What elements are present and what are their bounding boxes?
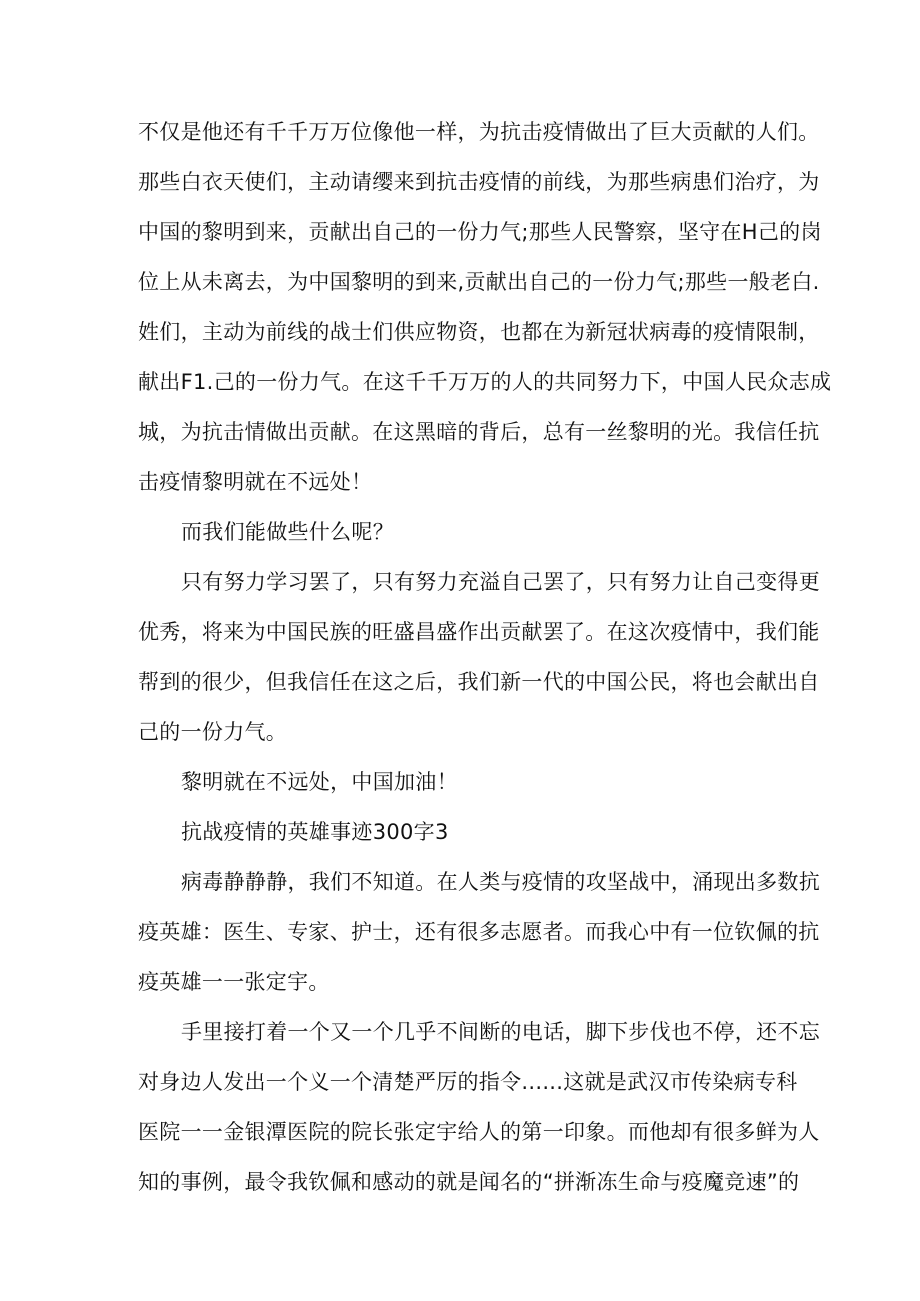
text-line: 只有努力学习罢了，只有努力充溢自己罢了，只有努力让自己变得更 xyxy=(181,570,820,594)
text-line: 击疫情黎明就在不远处！ xyxy=(138,470,373,494)
text-line: 不仅是他还有千千万万位像他一样，为抗击疫情做出了巨大贡献的人们。 xyxy=(138,120,820,144)
text-line: 优秀，将来为中国民族的旺盛昌盛作出贡献罢了。在这次疫情中，我们能 xyxy=(138,620,820,644)
section-heading: 抗战疫情的英雄事迹300字3 xyxy=(181,820,449,844)
text-line: 病毒静静静，我们不知道。在人类与疫情的攻坚战中，涌现出多数抗 xyxy=(181,870,820,894)
text-line: 疫英雄一一张定宇。 xyxy=(138,970,330,994)
text-line: 献出F1.己的一份力气。在这千千万万的人的共同努力下，中国人民众志成 xyxy=(138,370,832,394)
text-line: 手里接打着一个又一个几乎不间断的电话，脚下步伐也不停，还不忘 xyxy=(181,1020,820,1044)
text-line: 医院一一金银潭医院的院长张定宇给人的第一印象。而他却有很多鲜为人 xyxy=(138,1120,820,1144)
text-line: 姓们，主动为前线的战士们供应物资，也都在为新冠状病毒的疫情限制， xyxy=(138,320,820,344)
text-line: 帮到的很少，但我信任在这之后，我们新一代的中国公民，将也会献出自 xyxy=(138,670,820,694)
text-line: 对身边人发出一个义一个清楚严厉的指令......这就是武汉市传染病专科 xyxy=(138,1070,798,1094)
text-line: 中国的黎明到来，贡献出自己的一份力气;那些人民警察，坚守在H己的岗 xyxy=(138,220,822,244)
text-line: 城，为抗击情做出贡献。在这黑暗的背后，总有一丝黎明的光。我信任抗 xyxy=(138,420,820,444)
text-line: 位上从未离去，为中国黎明的到来,贡献出自己的一份力气;那些一般老白. xyxy=(138,270,820,294)
text-line: 知的事例，最令我钦佩和感动的就是闻名的“拼渐冻生命与疫魔竞速”的 xyxy=(138,1170,800,1194)
text-line: 而我们能做些什么呢？ xyxy=(181,520,394,544)
text-line: 黎明就在不远处，中国加油！ xyxy=(181,770,458,794)
text-line: 己的一份力气。 xyxy=(138,720,288,744)
text-line: 那些白衣天使们，主动请缨来到抗击疫情的前线，为那些病患们治疗，为 xyxy=(138,170,820,194)
text-line: 疫英雄：医生、专家、护士，还有很多志愿者。而我心中有一位钦佩的抗 xyxy=(138,920,820,944)
